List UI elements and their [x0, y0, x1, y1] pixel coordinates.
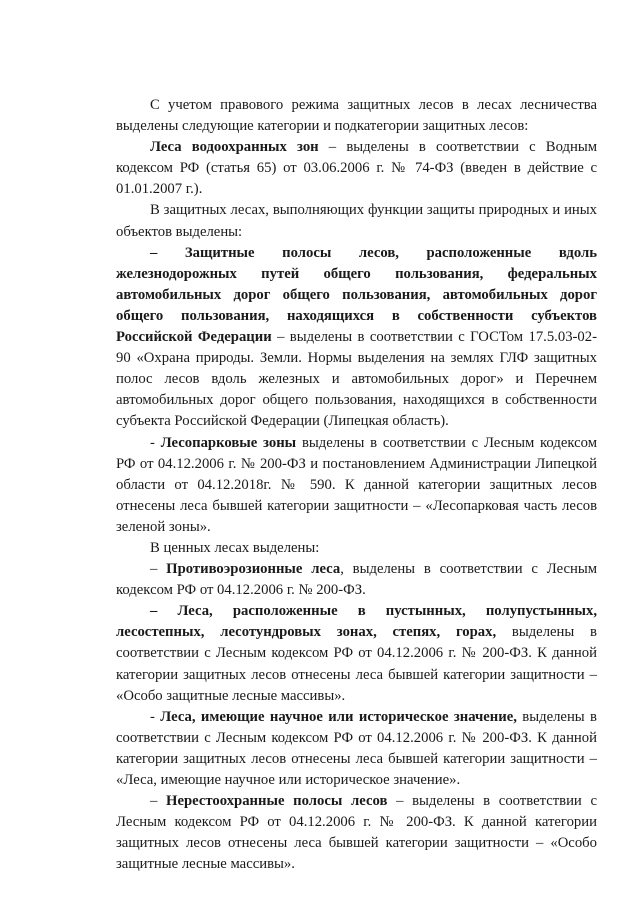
- text-run: С учетом правового режима защитных лесов в лесах лесничества выделены следующие категории и подкатегории защитных лесов:: [116, 97, 597, 135]
- text-run: , выделены в соответствии с Лесным кодексом РФ от 04.12.2006 г. № 200-ФЗ.: [116, 561, 597, 599]
- document-page: [116, 95, 597, 875]
- paragraph-water-protection-zones: [116, 137, 597, 200]
- paragraph-forest-park-zones: [116, 433, 597, 538]
- category-heading: Нерестоохранные полосы лесов: [166, 793, 388, 810]
- text-run: – выделены в соответствии с Лесным кодексом РФ от 04.12.2006 г. № 200-ФЗ. К данной категории защитных лесов отнесены леса бывшей категории защитности – «Особо защитные лесные массивы».: [116, 793, 597, 873]
- category-heading: Лесопарковые зоны: [160, 434, 297, 451]
- text-run: В защитных лесах, выполняющих функции защиты природных и иных объектов выделены:: [116, 202, 597, 240]
- text-run: –: [150, 561, 167, 578]
- text-run: -: [150, 434, 161, 451]
- category-heading: – Леса, расположенные в пустынных, полупустынных, лесостепных, лесотундровых зонах, степях, горах,: [116, 603, 597, 641]
- category-heading: Леса водоохранных зон: [150, 139, 319, 156]
- paragraph-intro: [116, 95, 597, 137]
- text-run: –: [150, 793, 167, 810]
- paragraph-valuable-forests-intro: [116, 538, 597, 559]
- text-run: – выделены в соответствии с ГОСТом 17.5.03-02-90 «Охрана природы. Земли. Нормы выделения на землях ГЛФ защитных полос лесов вдоль железных и автомобильных дорог» и Перечнем автомобильных дорог общего пользования, находящихся в собственности субъекта Российской Федерации (Липецкая область).: [116, 329, 598, 430]
- text-run: -: [150, 708, 161, 725]
- paragraph-protective-functions-intro: [116, 200, 597, 242]
- paragraph-anti-erosion-forests: [116, 559, 597, 601]
- text-run: выделены в соответствии с Лесным кодексом РФ от 04.12.2006 г. № 200-ФЗ и постановлением Администрации Липецкой области от 04.12.2018г. № 590. К данной категории защитных лесов отнесены леса бывшей категории защитности – «Лесопарковая часть лесов зеленой зоны».: [116, 434, 597, 535]
- text-run: В ценных лесах выделены:: [150, 539, 320, 556]
- paragraph-road-protective-strips: [116, 243, 597, 433]
- text-run: выделены в соответствии с Лесным кодексом РФ от 04.12.2006 г. № 200-ФЗ. К данной категории защитных лесов отнесены леса бывшей категории защитности – «Леса, имеющие научное или историческое значение».: [116, 708, 597, 788]
- category-heading: Противоэрозионные леса: [166, 561, 341, 578]
- text-run: – выделены в соответствии с Водным кодексом РФ (статья 65) от 03.06.2006 г. № 74-ФЗ (введен в действие с 01.01.2007 г.).: [116, 139, 597, 198]
- paragraph-steppe-mountain-forests: [116, 601, 597, 706]
- text-run: выделены в соответствии с Лесным кодексом РФ от 04.12.2006 г. № 200-ФЗ. К данной категории защитных лесов отнесены леса бывшей категории защитности – «Особо защитные лесные массивы».: [116, 624, 597, 704]
- category-heading: Леса, имеющие научное или историческое значение,: [160, 708, 517, 725]
- category-heading: – Защитные полосы лесов, расположенные вдоль железнодорожных путей общего пользования, федеральных автомобильных дорог общего пользования, автомобильных дорог общего пользования, находящихся в собственности субъектов Российской Федерации: [116, 244, 597, 346]
- paragraph-scientific-historic-forests: [116, 707, 597, 791]
- paragraph-spawning-protection-strips: [116, 791, 597, 875]
